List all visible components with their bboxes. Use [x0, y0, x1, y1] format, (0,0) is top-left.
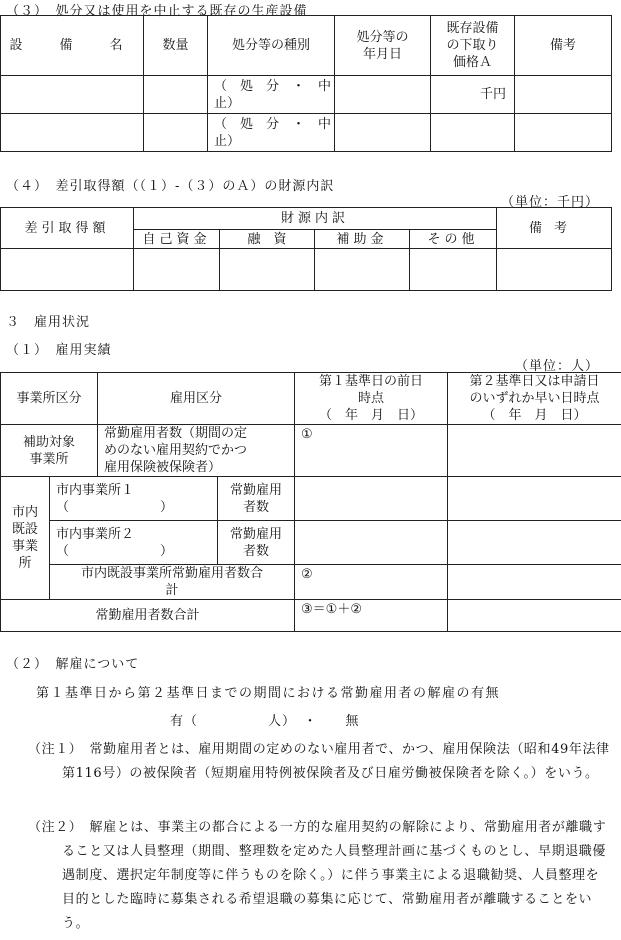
header-disposal-type: 処分等の種別	[208, 16, 335, 76]
note-2: （注２） 解雇とは、事業主の都合による一方的な雇用契約の解除により、常勤雇用者が離職すること又は人員整理（期間、整理数を定めた人員整理計画に基づくものとし、早期退職優遇制度、選択定年制度等に伴うものを除く。）に伴う事業主による退職勧奨、人員整理を目的とした臨時に募集される希望退職の募集に応じて、常勤雇用者が離職することをいう。	[28, 820, 607, 931]
header-subsidy: 補助金	[315, 230, 410, 249]
employment-heading: ３ 雇用状況	[6, 315, 91, 330]
unit-label-persons: （単位：人）	[514, 359, 599, 374]
cell-date2-office1[interactable]	[448, 477, 621, 521]
cell-quantity[interactable]	[144, 114, 208, 152]
grand-total-label: 常勤雇用者数合計	[1, 600, 295, 632]
cell-remarks[interactable]	[515, 114, 612, 152]
table-row	[1, 600, 621, 632]
fulltime-employee-desc: 常勤雇用者数（期間の定 めのない雇用契約でかつ 雇用保険被保険者）	[98, 425, 295, 477]
subsidized-office-label: 補助対象 事業所	[1, 425, 98, 477]
cell-remarks[interactable]	[497, 249, 612, 291]
header-date-1: 第１基準日の前日 時点 （ 年 月 日）	[295, 373, 448, 425]
header-remarks: 備考	[497, 208, 612, 249]
header-disposal-date: 処分等の 年月日	[335, 16, 431, 76]
cell-equipment-name[interactable]	[1, 114, 144, 152]
cell-other[interactable]	[410, 249, 497, 291]
cell-subsidy[interactable]	[315, 249, 410, 291]
city-office-2[interactable]: 市内事業所２ （ ）	[50, 521, 218, 565]
table-header-row	[1, 16, 612, 76]
cell-disposal-type[interactable]: （ 処 分 ・ 中 止）	[208, 114, 335, 152]
cell-quantity[interactable]	[144, 76, 208, 114]
header-equipment-name: 設 備 名	[1, 16, 144, 76]
cell-disposal-date[interactable]	[335, 76, 431, 114]
cell-date2-city-total[interactable]	[448, 565, 621, 600]
header-date-2: 第２基準日又は申請日 のいずれか早い日時点 （ 年 月 日）	[448, 373, 621, 425]
header-funding-breakdown: 財源内訳	[134, 208, 497, 230]
header-net-acquisition: 差引取得額	[1, 208, 134, 249]
header-quantity: 数量	[144, 16, 208, 76]
header-remarks: 備考	[515, 16, 612, 76]
cell-date2-subsidized[interactable]	[448, 425, 621, 477]
table-row	[1, 521, 621, 565]
note-1: （注１） 常勤雇用者とは、雇用期間の定めのない雇用者で、かつ、雇用保険法（昭和49年法律第116号）の被保険者（短期雇用特例被保険者及び日雇労働被保険者を除く。）をいう。	[28, 742, 610, 781]
section-3-heading: （３） 処分又は使用を中止する既存の生産設備	[6, 4, 308, 19]
table-row	[1, 425, 621, 477]
cell-net-acquisition[interactable]	[1, 249, 134, 291]
cell-date1-office2[interactable]	[295, 521, 448, 565]
table-row	[1, 76, 612, 114]
unit-label-thousand-yen: （単位：千円）	[500, 195, 599, 210]
table-row	[1, 114, 612, 152]
cell-tradein-price[interactable]	[431, 114, 515, 152]
dismissal-heading: （２） 解雇について	[6, 657, 140, 672]
cell-own-funds[interactable]	[134, 249, 220, 291]
table-row	[1, 565, 621, 600]
cell-date1-subsidized[interactable]: ①	[295, 425, 448, 477]
header-tradein-price: 既存設備 の下取り 価格Ａ	[431, 16, 515, 76]
cell-date1-office1[interactable]	[295, 477, 448, 521]
cell-tradein-price[interactable]: 千円	[431, 76, 515, 114]
cell-date1-city-total[interactable]: ②	[295, 565, 448, 600]
table-row	[1, 249, 612, 291]
disposal-equipment-table	[0, 15, 612, 152]
dismissal-answer-options[interactable]: 有（ 人） ・ 無	[170, 714, 360, 729]
city-office-1[interactable]: 市内事業所１ （ ）	[50, 477, 218, 521]
city-office-total-label: 市内既設事業所常勤雇用者数合 計	[50, 565, 295, 600]
header-other: その他	[410, 230, 497, 249]
cell-loan[interactable]	[220, 249, 315, 291]
table-row	[1, 477, 621, 521]
dismissal-question: 第１基準日から第２基準日までの期間における常勤雇用者の解雇の有無	[36, 686, 501, 701]
header-own-funds: 自己資金	[134, 230, 220, 249]
cell-disposal-type[interactable]: （ 処 分 ・ 中 止）	[208, 76, 335, 114]
cell-disposal-date[interactable]	[335, 114, 431, 152]
city-existing-office-label: 市内 既設 事業 所	[1, 477, 50, 600]
fulltime-count-label: 常勤雇用 者数	[218, 477, 295, 521]
header-loan: 融 資	[220, 230, 315, 249]
fulltime-count-label: 常勤雇用 者数	[218, 521, 295, 565]
header-office-category: 事業所区分	[1, 373, 98, 425]
employment-table	[0, 372, 621, 632]
employment-record-heading: （１） 雇用実績	[6, 343, 112, 358]
cell-date2-office2[interactable]	[448, 521, 621, 565]
funding-breakdown-table	[0, 207, 612, 291]
cell-equipment-name[interactable]	[1, 76, 144, 114]
section-4-heading: （４） 差引取得額（（１）-（３）のＡ）の財源内訳	[6, 179, 335, 194]
cell-remarks[interactable]	[515, 76, 612, 114]
header-employment-category: 雇用区分	[98, 373, 295, 425]
cell-date1-grand-total[interactable]: ③＝①＋②	[295, 600, 448, 632]
cell-date2-grand-total[interactable]	[448, 600, 621, 632]
